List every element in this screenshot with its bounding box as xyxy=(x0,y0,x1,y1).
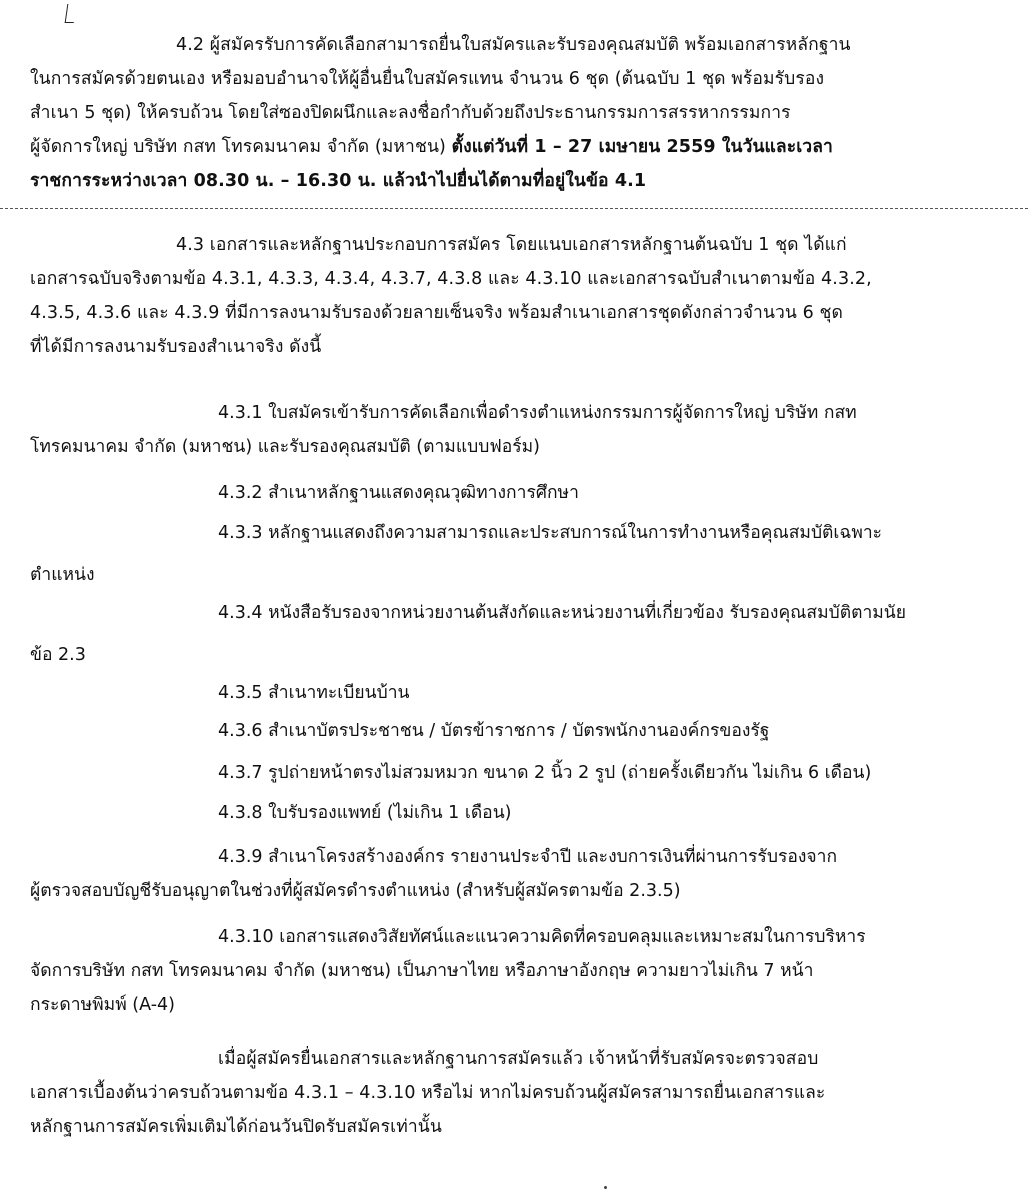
scan-mark xyxy=(65,4,77,23)
item-4-3-10 xyxy=(30,920,998,1022)
text-line: 4.3.9 สำเนาโครงสร้างองค์กร รายงานประจำปี และงบการเงินที่ผ่านการรับรองจาก xyxy=(218,847,838,867)
item-4-3-5 xyxy=(30,676,998,710)
section-4-2 xyxy=(30,28,998,198)
item-4-3-6 xyxy=(30,714,998,748)
text-line: 4.3.5, 4.3.6 และ 4.3.9 ที่มีการลงนามรับรองด้วยลายเซ็นจริง พร้อมสำเนาเอกสารชุดดังกล่าวจำนวน 6 ชุด xyxy=(30,303,843,323)
text-line: 4.3.7 รูปถ่ายหน้าตรงไม่สวมหมวก ขนาด 2 นิ้ว 2 รูป (ถ่ายครั้งเดียวกัน ไม่เกิน 6 เดือน) xyxy=(218,763,872,783)
text-line: 4.3.10 เอกสารแสดงวิสัยทัศน์และแนวความคิดที่ครอบคลุมและเหมาะสมในการบริหาร xyxy=(218,927,866,947)
item-4-3-2 xyxy=(30,476,998,510)
text-line xyxy=(30,130,998,164)
text-line: 4.2 ผู้สมัครรับการคัดเลือกสามารถยื่นใบสมัครและรับรองคุณสมบัติ พร้อมเอกสารหลักฐาน xyxy=(176,35,851,55)
item-4-3-9 xyxy=(30,840,998,908)
text-line: 4.3.5 สำเนาทะเบียนบ้าน xyxy=(218,683,410,703)
text-line: ที่ได้มีการลงนามรับรองสำเนาจริง ดังนี้ xyxy=(30,337,322,357)
text-segment: ผู้จัดการใหญ่ บริษัท กสท โทรคมนาคม จำกัด (มหาชน) xyxy=(30,137,446,157)
office-hours-line: ราชการระหว่างเวลา 08.30 น. – 16.30 น. แล้วนำไปยื่นได้ตามที่อยู่ในข้อ 4.1 xyxy=(30,171,647,191)
text-line: จัดการบริษัท กสท โทรคมนาคม จำกัด (มหาชน) เป็นภาษาไทย หรือภาษาอังกฤษ ความยาวไม่เกิน 7 หน้า xyxy=(30,961,814,981)
item-4-3-4 xyxy=(30,596,998,672)
text-line: 4.3.3 หลักฐานแสดงถึงความสามารถและประสบการณ์ในการทำงานหรือคุณสมบัติเฉพาะ xyxy=(218,523,883,543)
text-line: ในการสมัครด้วยตนเอง หรือมอบอำนาจให้ผู้อื่นยื่นใบสมัครแทน จำนวน 6 ชุด (ต้นฉบับ 1 ชุด พร้อมรับรอง xyxy=(30,69,825,89)
text-line: 4.3.4 หนังสือรับรองจากหน่วยงานต้นสังกัดและหน่วยงานที่เกี่ยวข้อง รับรองคุณสมบัติตามนัย xyxy=(218,603,907,623)
text-line: กระดาษพิมพ์ (A-4) xyxy=(30,995,175,1015)
text-line: ข้อ 2.3 xyxy=(30,645,86,665)
text-line: ตำแหน่ง xyxy=(30,565,95,585)
item-4-3-7 xyxy=(30,756,998,790)
text-line: เอกสารฉบับจริงตามข้อ 4.3.1, 4.3.3, 4.3.4, 4.3.7, 4.3.8 และ 4.3.10 และเอกสารฉบับสำเนาตามข้อ 4.3.2, xyxy=(30,269,872,289)
item-4-3-1 xyxy=(30,396,998,464)
text-line: 4.3 เอกสารและหลักฐานประกอบการสมัคร โดยแนบเอกสารหลักฐานต้นฉบับ 1 ชุด ได้แก่ xyxy=(176,235,847,255)
text-line: 4.3.2 สำเนาหลักฐานแสดงคุณวุฒิทางการศึกษา xyxy=(218,483,579,503)
text-line: เมื่อผู้สมัครยื่นเอกสารและหลักฐานการสมัครแล้ว เจ้าหน้าที่รับสมัครจะตรวจสอบ xyxy=(218,1049,819,1069)
text-line: 4.3.6 สำเนาบัตรประชาชน / บัตรข้าราชการ / บัตรพนักงานองค์กรของรัฐ xyxy=(218,721,770,741)
scan-speck xyxy=(604,1186,607,1189)
scan-fold-line xyxy=(0,208,1028,209)
closing-paragraph xyxy=(30,1042,998,1144)
text-line: เอกสารเบื้องต้นว่าครบถ้วนตามข้อ 4.3.1 – 4.3.10 หรือไม่ หากไม่ครบถ้วนผู้สมัครสามารถยื่นเอกสารและ xyxy=(30,1083,826,1103)
text-line: โทรคมนาคม จำกัด (มหาชน) และรับรองคุณสมบัติ (ตามแบบฟอร์ม) xyxy=(30,437,541,457)
text-line: 4.3.1 ใบสมัครเข้ารับการคัดเลือกเพื่อดำรงตำแหน่งกรรมการผู้จัดการใหญ่ บริษัท กสท xyxy=(218,403,857,423)
text-line: หลักฐานการสมัครเพิ่มเติมได้ก่อนวันปิดรับสมัครเท่านั้น xyxy=(30,1117,442,1137)
text-line: ผู้ตรวจสอบบัญชีรับอนุญาตในช่วงที่ผู้สมัครดำรงตำแหน่ง (สำหรับผู้สมัครตามข้อ 2.3.5) xyxy=(30,881,681,901)
item-4-3-8 xyxy=(30,796,998,830)
text-line: สำเนา 5 ชุด) ให้ครบถ้วน โดยใส่ซองปิดผนึกและลงชื่อกำกับด้วยถึงประธานกรรมการสรรหากรรมการ xyxy=(30,103,791,123)
text-line: 4.3.8 ใบรับรองแพทย์ (ไม่เกิน 1 เดือน) xyxy=(218,803,512,823)
application-period: ตั้งแต่วันที่ 1 – 27 เมษายน 2559 ในวันและเวลา xyxy=(451,137,833,157)
item-4-3-3 xyxy=(30,516,998,592)
section-4-3 xyxy=(30,228,998,364)
